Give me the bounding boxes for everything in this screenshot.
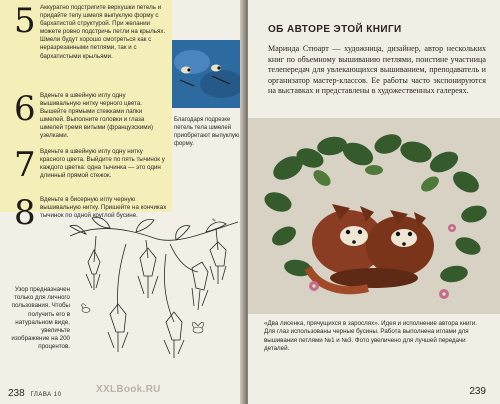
step-number: 8 [14, 193, 36, 233]
photo-caption: Благодаря подрезке петель тела шмелей приобретают выпуклую форму. [174, 117, 240, 147]
bumblebee-photo [172, 40, 244, 108]
right-page-number: 239 [469, 386, 486, 397]
left-footer [8, 388, 61, 399]
left-page [0, 0, 244, 404]
left-page-number: 238 [8, 388, 25, 399]
step-text: Аккуратно подстригите верхушки петель и придайте телу шмеля выпуклую форму с бархатистой структурой. При желании можете ровно подстричь петли на крыльях. Шмели будут хорошо смотреться как с неразрезанными петлями, так и с бархатистыми крыльями. [40, 4, 166, 60]
step-text: Вденьте в швейную иглу одну вышивальную нитку черного цвета. Вышейте прямыми стежками лапки шмелей. Выполните головки и глаза шмелей тремя витыми (французскими) узелками. [40, 92, 154, 140]
chapter-label: ГЛАВА 10 [30, 392, 62, 398]
watermark: XXLBook.RU [96, 384, 161, 395]
usage-note: Узор предназначен только для личного пользования. Чтобы получить его в натуральном виде, увеличьте изображение на 200 процентов. [11, 286, 70, 351]
pattern-signature-mark: ✎ [212, 219, 217, 224]
step-text: Вденьте в швейную иглу одну нитку красного цвета. Выйдите по пять тычинок у каждого цветка: одна тычинка — это один длинный прямой стежок. [40, 148, 165, 180]
fox-embroidery-photo [248, 118, 500, 314]
author-bio: Маринда Стюарт — художница, дизайнер, автор нескольких книг по объемному вышиванию петлями, поистине участница телепередач для увлекающихся вышиванием, преподаватель и организатор мастер-классов. Ее работы часто экспонируются на выставках и представлены в художественных галереях. [268, 44, 486, 96]
section-title: ОБ АВТОРЕ ЭТОЙ КНИГИ [268, 24, 402, 35]
right-page [248, 0, 500, 404]
step-number: 5 [14, 1, 36, 41]
fuchsia-pattern-drawing [66, 214, 244, 362]
step-number: 7 [14, 145, 36, 185]
step-number: 6 [14, 89, 36, 129]
photo-caption: «Два лисенка, прячущихся в зарослях». Идея и исполнение автора книги. Для глаз использованы черные бусины. Работа выполнена иглами для вышивания петлями №1 и №3. Фото увеличено для лучшей передачи деталей. [264, 320, 477, 352]
step-text: Вденьте в бисерную иглу черную вышивальную нитку. Пришейте на кончиках тычинок по одной круглой бусине. [40, 196, 167, 220]
